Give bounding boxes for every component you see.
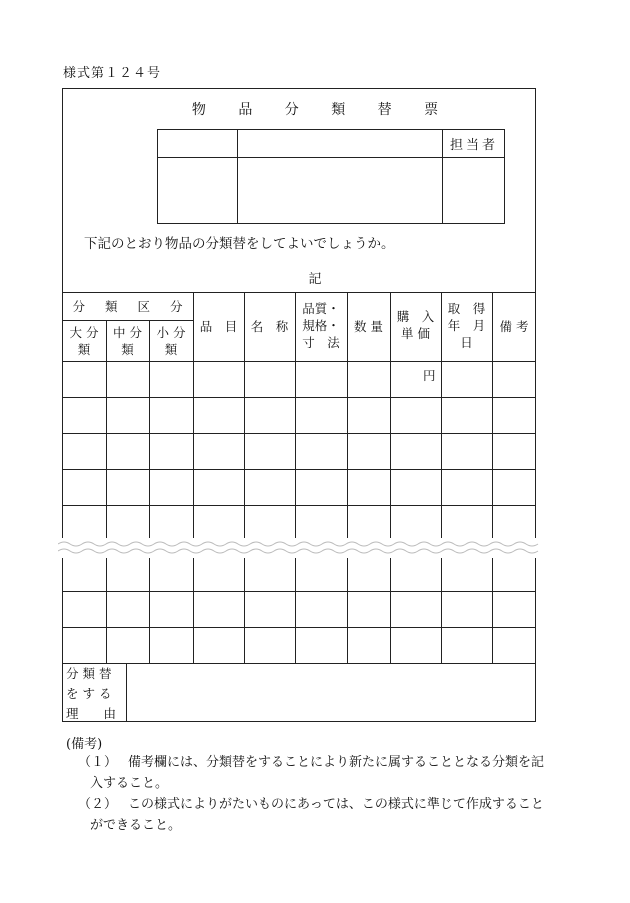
chu-bunrui-header: 中 分 類 — [113, 325, 142, 357]
table-cell[interactable] — [348, 398, 390, 433]
table-cell[interactable] — [150, 556, 193, 591]
table-cell[interactable] — [150, 592, 193, 627]
shutoku-header: 取 得 年 月 日 — [447, 301, 486, 350]
table-cell[interactable] — [63, 592, 106, 627]
table-cell[interactable] — [150, 434, 193, 469]
table-cell[interactable] — [296, 434, 347, 469]
approval-cell[interactable] — [158, 130, 238, 158]
table-cell[interactable] — [296, 470, 347, 505]
approval-cell[interactable] — [158, 158, 238, 223]
table-cell[interactable] — [63, 434, 106, 469]
suryo-header: 数 量 — [354, 319, 383, 334]
table-cell[interactable] — [493, 628, 536, 663]
table-cell[interactable] — [107, 592, 149, 627]
table-cell[interactable] — [391, 470, 441, 505]
table-cell[interactable] — [493, 592, 536, 627]
table-cell[interactable] — [296, 592, 347, 627]
table-cell[interactable] — [348, 470, 390, 505]
notes-heading: (備考) — [66, 737, 103, 752]
table-cell[interactable] — [348, 628, 390, 663]
intro-text: 下記のとおり物品の分類替をしてよいでしょうか。 — [84, 236, 395, 252]
table-cell[interactable] — [391, 556, 441, 591]
title-char: 替 — [377, 102, 392, 118]
table-cell[interactable] — [63, 362, 106, 397]
ki-label: 記 — [308, 272, 322, 287]
table-cell[interactable] — [194, 434, 244, 469]
table-cell[interactable] — [348, 434, 390, 469]
table-cell[interactable] — [391, 592, 441, 627]
table-cell[interactable] — [442, 398, 492, 433]
approval-cell[interactable] — [238, 158, 443, 223]
table-cell[interactable] — [442, 592, 492, 627]
table-cell[interactable] — [245, 470, 295, 505]
approval-box — [157, 129, 505, 224]
table-cell[interactable] — [245, 628, 295, 663]
sho-bunrui-header: 小 分 類 — [156, 325, 186, 357]
table-cell[interactable] — [194, 556, 244, 591]
table-cell[interactable] — [194, 592, 244, 627]
table-cell[interactable] — [107, 398, 149, 433]
reason-field[interactable] — [127, 664, 535, 721]
tantosha-seal-cell[interactable] — [443, 158, 505, 223]
table-cell[interactable] — [296, 362, 347, 397]
table-cell[interactable] — [348, 362, 390, 397]
title-char: 票 — [424, 102, 439, 118]
document-title — [0, 99, 630, 119]
classification-header: 分 類 区 分 — [72, 299, 183, 314]
table-cell[interactable] — [194, 362, 244, 397]
biko-header: 備 考 — [499, 319, 529, 334]
title-char: 品 — [238, 102, 253, 118]
table-cell[interactable] — [63, 556, 106, 591]
hinshitsu-header: 品質・ 規格・ 寸 法 — [302, 301, 340, 350]
table-cell[interactable] — [442, 470, 492, 505]
table-cell[interactable] — [245, 362, 295, 397]
reason-label: 分 類 替 を す る 理 由 — [66, 666, 117, 721]
form-number: 様式第１２４号 — [63, 66, 162, 81]
title-char: 分 — [284, 102, 299, 118]
table-cell[interactable] — [391, 398, 441, 433]
table-cell[interactable] — [107, 556, 149, 591]
table-cell[interactable] — [107, 628, 149, 663]
table-cell[interactable] — [194, 628, 244, 663]
table-cell[interactable] — [107, 434, 149, 469]
table-cell[interactable] — [150, 470, 193, 505]
table-cell[interactable] — [442, 362, 492, 397]
table-cell[interactable] — [296, 398, 347, 433]
dai-bunrui-header: 大 分 類 — [69, 325, 99, 357]
table-cell[interactable] — [245, 398, 295, 433]
table-cell[interactable] — [391, 362, 441, 397]
approval-cell[interactable] — [238, 130, 443, 158]
title-char: 物 — [191, 102, 206, 118]
table-cell[interactable] — [63, 398, 106, 433]
table-cell[interactable] — [296, 556, 347, 591]
table-cell[interactable] — [150, 398, 193, 433]
yen-unit: 円 — [423, 368, 436, 383]
table-cell[interactable] — [493, 398, 536, 433]
table-cell[interactable] — [150, 362, 193, 397]
table-cell[interactable] — [150, 628, 193, 663]
table-cell[interactable] — [348, 592, 390, 627]
table-cell[interactable] — [296, 628, 347, 663]
table-cell[interactable] — [442, 434, 492, 469]
table-cell[interactable] — [63, 628, 106, 663]
table-cell[interactable] — [493, 556, 536, 591]
table-cell[interactable] — [442, 628, 492, 663]
table-cell[interactable] — [245, 556, 295, 591]
table-cell[interactable] — [493, 434, 536, 469]
meisho-header: 名 称 — [250, 319, 289, 334]
table-cell[interactable] — [391, 628, 441, 663]
table-cell[interactable] — [63, 470, 106, 505]
table-cell[interactable] — [107, 362, 149, 397]
table-cell[interactable] — [107, 470, 149, 505]
table-cell[interactable] — [245, 592, 295, 627]
table-cell[interactable] — [391, 434, 441, 469]
table-cell[interactable] — [245, 434, 295, 469]
title-char: 類 — [331, 102, 346, 118]
table-cell[interactable] — [194, 398, 244, 433]
note-1: （１） 備考欄には、分類替をすることにより新たに属することとなる分類を記 入すること。 — [78, 755, 545, 791]
tanka-header: 購 入 単 価 — [396, 309, 435, 341]
table-cell[interactable] — [493, 362, 536, 397]
tantosha-label: 担当者 — [443, 130, 505, 158]
table-cell[interactable] — [194, 470, 244, 505]
note-2: （２） この様式によりがたいものにあっては、この様式に準じて作成すること ができること。 — [78, 797, 544, 833]
table-cell[interactable] — [348, 556, 390, 591]
table-cell[interactable] — [442, 556, 492, 591]
table-cell[interactable] — [493, 470, 536, 505]
row-break-wave — [58, 538, 540, 558]
hinmoku-header: 品 目 — [199, 319, 238, 334]
